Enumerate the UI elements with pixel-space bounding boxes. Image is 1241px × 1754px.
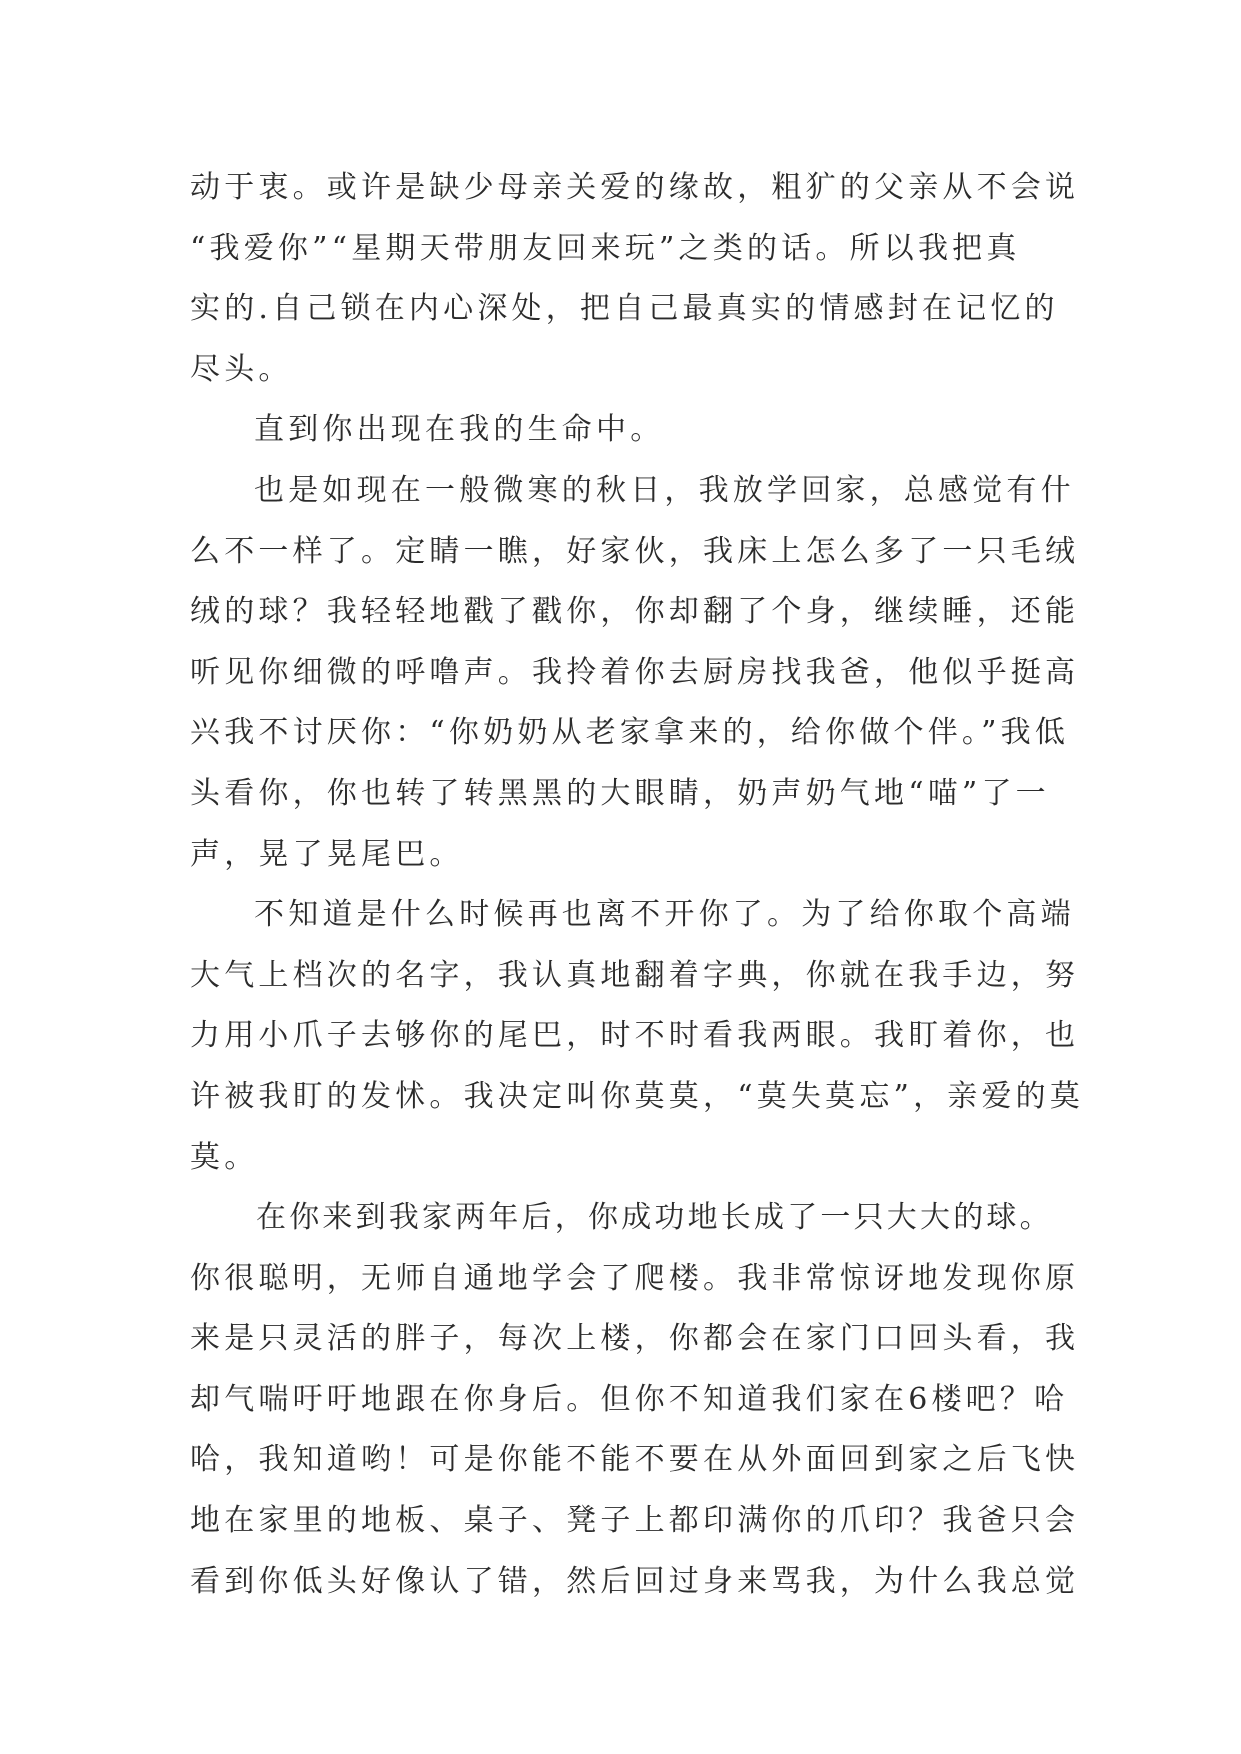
text-line: 头看你，你也转了转黑黑的大眼睛，奶声奶气地“喵”了一 [190, 775, 1050, 811]
text-line: 地在家里的地板、桌子、凳子上都印满你的爪印？我爸只会 [190, 1503, 1080, 1539]
text-line: “我爱你”“星期天带朋友回来玩”之类的话。所以我把真 [190, 230, 1021, 266]
paragraph-start-line: 在你来到我家两年后，你成功地长成了一只大大的球。 [256, 1200, 1053, 1236]
text-line: 实的.自己锁在内心深处，把自己最真实的情感封在记忆的 [190, 291, 1059, 327]
text-line: 声，晃了晃尾巴。 [190, 836, 464, 872]
text-line: 听见你细微的呼噜声。我拎着你去厨房找我爸，他似乎挺高 [190, 654, 1080, 690]
text-line: 兴我不讨厌你：“你奶奶从老家拿来的，给你做个伴。”我低 [190, 715, 1070, 751]
paragraph-start-line: 也是如现在一般微寒的秋日，我放学回家，总感觉有什 [254, 472, 1075, 508]
text-line: 看到你低头好像认了错，然后回过身来骂我，为什么我总觉 [190, 1563, 1080, 1599]
paragraph-start-line: 不知道是什么时候再也离不开你了。为了给你取个高端 [254, 897, 1075, 933]
text-line: 却气喘吁吁地跟在你身后。但你不知道我们家在6楼吧？哈 [190, 1381, 1069, 1417]
text-line: 大气上档次的名字，我认真地翻着字典，你就在我手边，努 [190, 957, 1080, 993]
text-line: 力用小爪子去够你的尾巴，时不时看我两眼。我盯着你，也 [190, 1018, 1080, 1054]
essay-text [190, 158, 1085, 1612]
text-line: 么不一样了。定睛一瞧，好家伙，我床上怎么多了一只毛绒 [190, 533, 1080, 569]
text-line: 动于衷。或许是缺少母亲关爱的缘故，粗犷的父亲从不会说 [190, 170, 1080, 205]
text-line: 你很聪明，无师自通地学会了爬楼。我非常惊讶地发现你原 [190, 1260, 1080, 1296]
text-line: 哈，我知道哟！可是你能不能不要在从外面回到家之后飞快 [190, 1442, 1080, 1478]
text-line: 尽头。 [190, 351, 293, 387]
text-line: 莫。 [190, 1139, 259, 1175]
text-line: 许被我盯的发怵。我决定叫你莫莫，“莫失莫忘”，亲爱的莫 [190, 1078, 1085, 1114]
text-line: 来是只灵活的胖子，每次上楼，你都会在家门口回头看，我 [190, 1321, 1080, 1357]
paragraph-start-line: 直到你出现在我的生命中。 [254, 412, 665, 448]
text-line: 绒的球？我轻轻地戳了戳你，你却翻了个身，继续睡，还能 [190, 594, 1080, 630]
